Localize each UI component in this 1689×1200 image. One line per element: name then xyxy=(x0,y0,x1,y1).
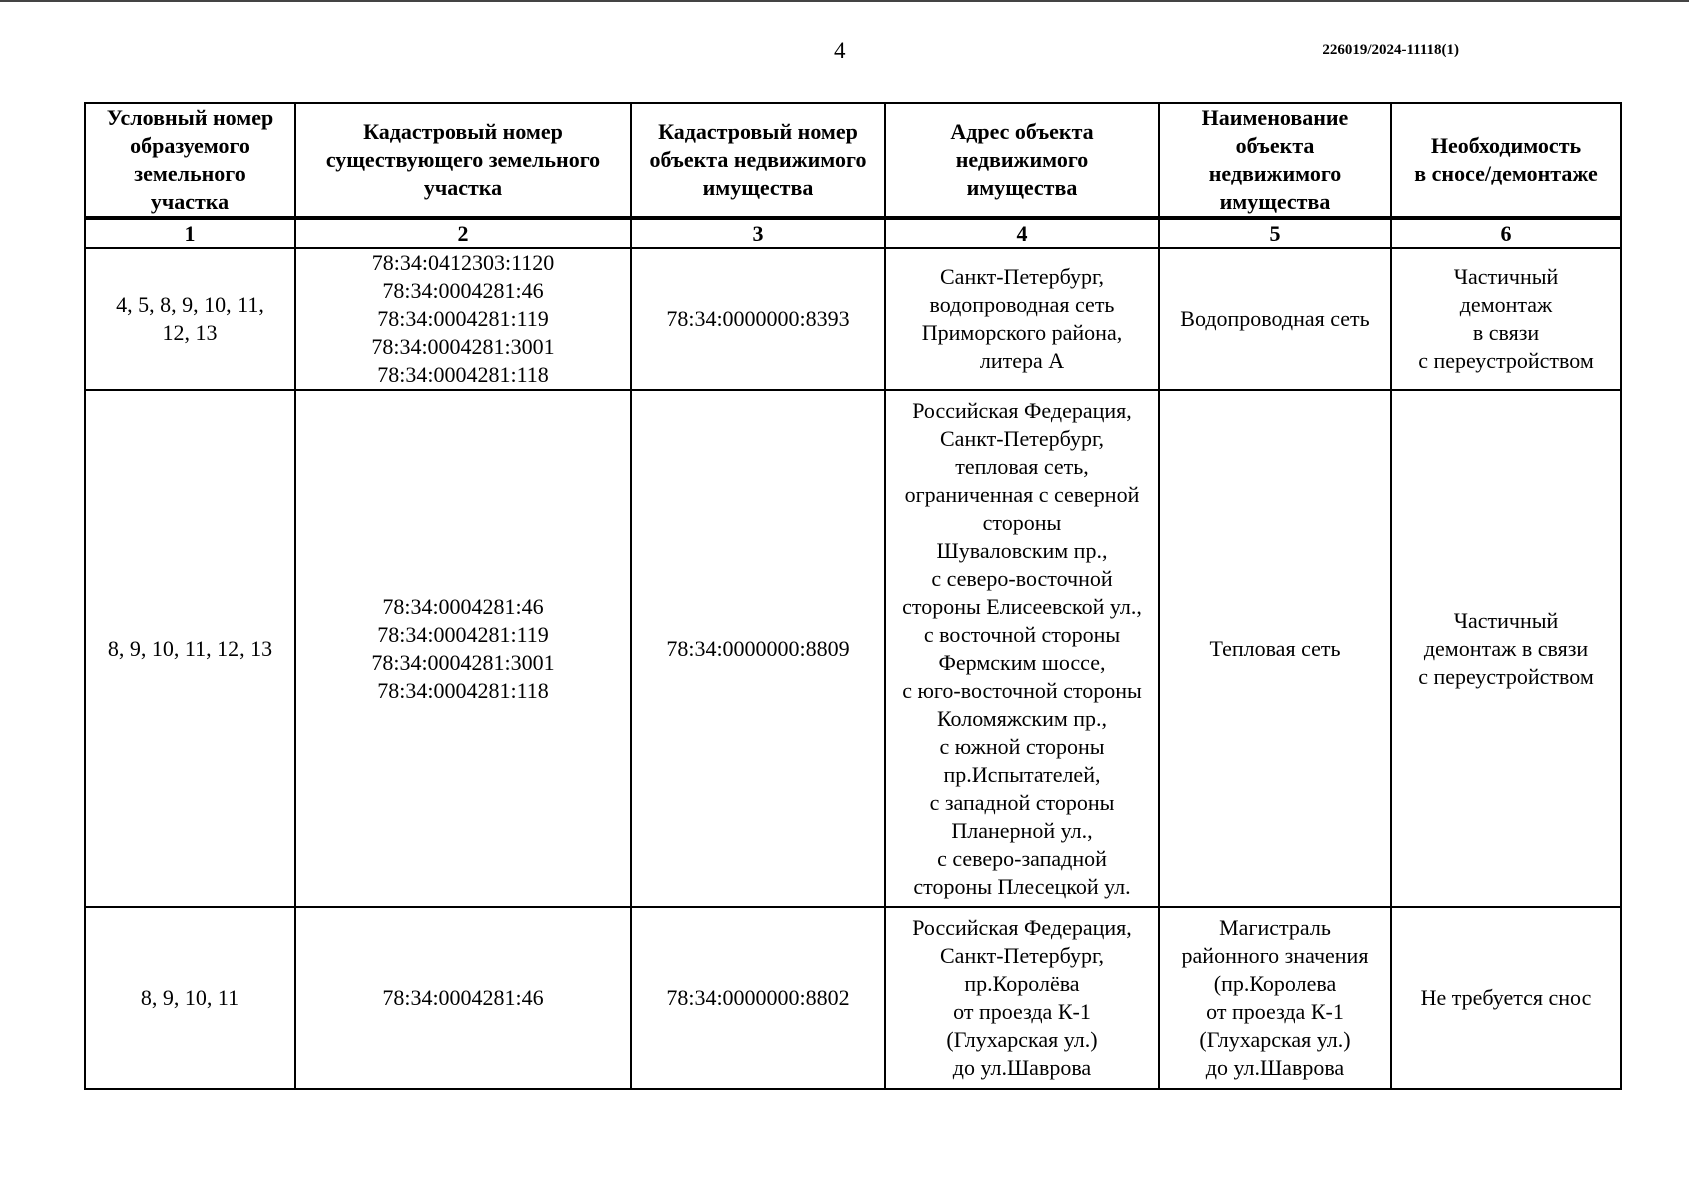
header-address: Адрес объекта недвижимого имущества xyxy=(885,103,1159,218)
cell-existing-cadastral: 78:34:0412303:1120 78:34:0004281:46 78:34:0004281:119 78:34:0004281:3001 78:34:0004281:118 xyxy=(295,248,631,390)
cell-object-name: Тепловая сеть xyxy=(1159,390,1391,907)
header-row xyxy=(85,103,1621,218)
cell-demolition: Частичный демонтаж в связи с переустройством xyxy=(1391,248,1621,390)
table-row xyxy=(85,390,1621,907)
column-number: 5 xyxy=(1159,218,1391,248)
cell-address: Санкт-Петербург, водопроводная сеть Приморского района, литера А xyxy=(885,248,1159,390)
column-number: 4 xyxy=(885,218,1159,248)
page-number: 4 xyxy=(834,38,846,63)
header-demolition: Необходимость в сносе/демонтаже xyxy=(1391,103,1621,218)
cell-existing-cadastral: 78:34:0004281:46 78:34:0004281:119 78:34:0004281:3001 78:34:0004281:118 xyxy=(295,390,631,907)
header-plot-number: Условный номер образуемого земельного участка xyxy=(85,103,295,218)
cell-demolition: Частичный демонтаж в связи с переустройством xyxy=(1391,390,1621,907)
cell-existing-cadastral: 78:34:0004281:46 xyxy=(295,907,631,1089)
cell-plot-number: 8, 9, 10, 11, 12, 13 xyxy=(85,390,295,907)
cell-demolition: Не требуется снос xyxy=(1391,907,1621,1089)
header-object-name: Наименование объекта недвижимого имущества xyxy=(1159,103,1391,218)
document-id: 226019/2024-11118(1) xyxy=(1322,42,1459,58)
cell-object-cadastral: 78:34:0000000:8393 xyxy=(631,248,885,390)
column-number: 2 xyxy=(295,218,631,248)
cell-address: Российская Федерация, Санкт-Петербург, пр.Королёва от проезда К-1 (Глухарская ул.) до ул.Шаврова xyxy=(885,907,1159,1089)
cell-plot-number: 8, 9, 10, 11 xyxy=(85,907,295,1089)
table-row xyxy=(85,907,1621,1089)
cell-object-name: Водопроводная сеть xyxy=(1159,248,1391,390)
cell-object-cadastral: 78:34:0000000:8809 xyxy=(631,390,885,907)
column-number: 3 xyxy=(631,218,885,248)
property-table xyxy=(84,102,1622,1090)
header-existing-cadastral: Кадастровый номер существующего земельного участка xyxy=(295,103,631,218)
table-row xyxy=(85,248,1621,390)
cell-plot-number: 4, 5, 8, 9, 10, 11, 12, 13 xyxy=(85,248,295,390)
cell-address: Российская Федерация, Санкт-Петербург, тепловая сеть, ограниченная с северной стороны Шуваловским пр., с северо-восточной стороны Елисеевской ул., с восточной стороны Фермским шоссе, с юго-восточной стороны Коломяжским пр., с южной стороны пр.Испытателей, с западной стороны Планерной ул., с северо-западной стороны Плесецкой ул. xyxy=(885,390,1159,907)
cell-object-name: Магистраль районного значения (пр.Королева от проезда К-1 (Глухарская ул.) до ул.Шаврова xyxy=(1159,907,1391,1089)
header-object-cadastral: Кадастровый номер объекта недвижимого имущества xyxy=(631,103,885,218)
cell-object-cadastral: 78:34:0000000:8802 xyxy=(631,907,885,1089)
column-number-row xyxy=(85,218,1621,248)
column-number: 1 xyxy=(85,218,295,248)
scan-edge-line xyxy=(0,0,1689,2)
column-number: 6 xyxy=(1391,218,1621,248)
